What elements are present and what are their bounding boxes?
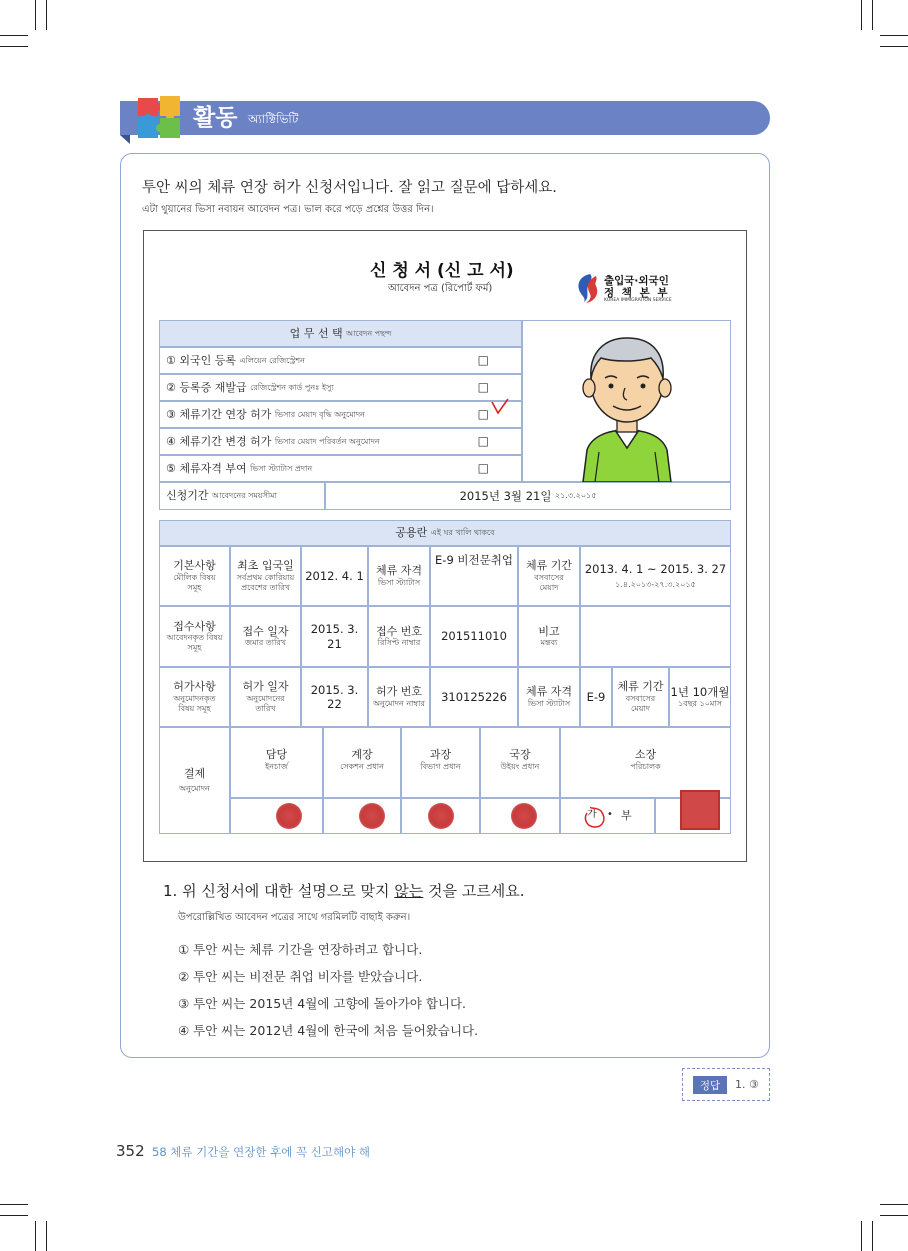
checkbox[interactable]: □ [477, 380, 489, 394]
director-seal-icon [680, 790, 720, 830]
period-label: 신청기간 আবেদনের সময়সীমা [159, 482, 325, 510]
crop-mark [35, 0, 36, 30]
decision-dot-icon: • [607, 809, 613, 820]
crop-mark [35, 1221, 36, 1251]
receipt-label: 접수사항 আবেদনকৃত বিষয় সমূহ [159, 606, 230, 667]
approval-role-5: 소장 পরিচালক [560, 727, 731, 798]
choice-1[interactable]: ① 투안 씨는 체류 기간을 연장하려고 합니다. [178, 942, 423, 957]
approval-label: 결제 অনুমোদন [159, 727, 230, 834]
permit-no-label: 허가 번호 অনুমোদন নাম্বার [368, 667, 430, 727]
basic-period-label: 체류 기간 বসবাসের মেয়াদ [518, 546, 580, 606]
first-entry-label: 최초 입국일 সর্বপ্রথম কোরিয়ায় প্রবেশের তারিখ [230, 546, 301, 606]
crop-mark [861, 1221, 862, 1251]
immigration-logo [576, 272, 672, 306]
checkbox[interactable]: □ [477, 353, 489, 367]
instruction-korean: 투안 씨의 체류 연장 허가 신청서입니다. 잘 읽고 질문에 답하세요. [142, 180, 557, 196]
question-sub: উপরোল্লিখিত আবেদন পত্রের সাথে গরমিলটি বাছাই করুন। [178, 912, 411, 923]
seal-icon [276, 803, 302, 829]
business-option-5[interactable]: ⑤ 체류자격 부여 ভিসা স্ট্যাটাস প্রদান □ [159, 455, 522, 482]
period-value: 2015년 3월 21일 ২১.৩.২০১৫ [325, 482, 731, 510]
instruction-bengali: এটা থুয়ানের ভিসা নবায়ন আবেদন পত্র। ভাল করে পড়ে প্রশ্নের উত্তর দিন। [142, 204, 434, 215]
crop-mark [872, 1221, 873, 1251]
business-option-3[interactable]: ③ 체류기간 연장 허가 ভিসার মেয়াদ বৃদ্ধি অনুমোদন □ [159, 401, 522, 428]
permit-period-label: 체류 기간 বসবাসের মেয়াদ [612, 667, 669, 727]
crop-mark [880, 1215, 908, 1216]
checkmark-icon [490, 398, 510, 416]
decision-no: 부 [621, 809, 632, 822]
immigration-emblem-icon [576, 272, 602, 304]
answer-value: 1. ③ [735, 1078, 759, 1091]
applicant-photo-icon [567, 326, 687, 482]
page-number: 352 [116, 1142, 145, 1160]
choice-2[interactable]: ② 투안 씨는 비전문 취업 비자를 받았습니다. [178, 969, 423, 984]
crop-mark [0, 35, 28, 36]
decision-yes: 가 [587, 809, 597, 820]
basic-status-value: E-9 비전문취업 [430, 546, 518, 606]
business-option-1[interactable]: ① 외국인 등록 এলিয়েন রেজিস্ট্রেশন □ [159, 347, 522, 374]
basic-status-label: 체류 자격 ভিসা স্ট্যাটাস [368, 546, 430, 606]
activity-header-tip [120, 135, 130, 144]
permit-status-value: E-9 [580, 667, 612, 727]
question-underline: 않는 [394, 882, 424, 900]
receipt-note-value [580, 606, 731, 667]
activity-subtitle: অ্যাক্টিভিটি [248, 112, 299, 126]
business-select-header [159, 320, 522, 347]
approval-role-4: 국장 উইয়ং প্রধান [480, 727, 560, 798]
crop-mark [0, 1204, 28, 1205]
seal-icon [359, 803, 385, 829]
logo-line1: 출입국·외국인 [604, 275, 669, 287]
puzzle-icon [136, 94, 184, 140]
choice-4[interactable]: ④ 투안 씨는 2012년 4월에 한국에 처음 들어왔습니다. [178, 1023, 479, 1038]
crop-mark [880, 46, 908, 47]
question-text: 1. 위 신청서에 대한 설명으로 맞지 않는 것을 고르세요. [163, 882, 525, 900]
permit-date-value: 2015. 3. 22 [301, 667, 368, 727]
seal-icon [428, 803, 454, 829]
approval-role-3: 과장 বিভাগ প্রধান [401, 727, 480, 798]
business-select-header-bn: আবেদন পছন্দ [346, 328, 392, 338]
crop-mark [861, 0, 862, 30]
receipt-no-value: 201511010 [430, 606, 518, 667]
basic-period-value: 2013. 4. 1 ~ 2015. 3. 27 ১.৪.২০১৩-২৭.৩.২০১৫ [580, 546, 731, 606]
permit-no-value: 310125226 [430, 667, 518, 727]
checkbox[interactable]: □ [477, 407, 489, 421]
circle-mark-icon [581, 803, 609, 831]
crop-mark [880, 35, 908, 36]
decision-cell [560, 798, 655, 834]
basic-label: 기본사항 মৌলিক বিষয় সমূহ [159, 546, 230, 606]
checkbox[interactable]: □ [477, 461, 489, 475]
answer-box [682, 1068, 770, 1101]
first-entry-value: 2012. 4. 1 [301, 546, 368, 606]
permit-label: 허가사항 অনুমোদনকৃত বিষয় সমূহ [159, 667, 230, 727]
permit-period-value: 1년 10개월 ১বছর ১০মাস [669, 667, 731, 727]
logo-line3: KOREA IMMIGRATION SERVICE [604, 298, 672, 303]
logo-line2: 정 책 본 부 [604, 287, 670, 299]
photo-cell [522, 320, 731, 482]
checkbox[interactable]: □ [477, 434, 489, 448]
business-option-2[interactable]: ② 등록증 재발급 রেজিস্ট্রেশন কার্ড পুনঃ ইস্যু □ [159, 374, 522, 401]
receipt-note-label: 비고 মন্তব্য [518, 606, 580, 667]
business-select-header-kr: 업 무 선 택 [289, 326, 343, 340]
permit-status-label: 체류 자격 ভিসা স্ট্যাটাস [518, 667, 580, 727]
crop-mark [0, 46, 28, 47]
receipt-date-label: 접수 일자 জমার তারিখ [230, 606, 301, 667]
choice-3[interactable]: ③ 투안 씨는 2015년 4월에 고향에 돌아가야 합니다. [178, 996, 467, 1011]
answer-label: 정답 [693, 1076, 727, 1094]
crop-mark [872, 0, 873, 30]
activity-title: 활동 [193, 105, 238, 131]
crop-mark [46, 0, 47, 30]
business-option-4[interactable]: ④ 체류기간 변경 허가 ভিসার মেয়াদ পরিবর্তন অনুমোদন □ [159, 428, 522, 455]
receipt-no-label: 접수 번호 রিসিপ্ট নাম্বার [368, 606, 430, 667]
crop-mark [0, 1215, 28, 1216]
receipt-date-value: 2015. 3. 21 [301, 606, 368, 667]
form-title-sub: আবেদন পত্র (রিপোর্ট ফর্ম) [388, 283, 493, 294]
permit-date-label: 허가 일자 অনুমোদনের তারিখ [230, 667, 301, 727]
approval-role-2: 계장 সেকশন প্রধান [323, 727, 401, 798]
seal-icon [511, 803, 537, 829]
crop-mark [46, 1221, 47, 1251]
official-header: 공용란 এই ঘর খালি থাকবে [159, 520, 731, 546]
crop-mark [880, 1204, 908, 1205]
form-title: 신 청 서 (신 고 서) [370, 261, 514, 281]
chapter-title: 58 체류 기간을 연장한 후에 꼭 신고해야 해 [152, 1145, 370, 1159]
approval-role-1: 담당 ইনচার্জ [230, 727, 323, 798]
